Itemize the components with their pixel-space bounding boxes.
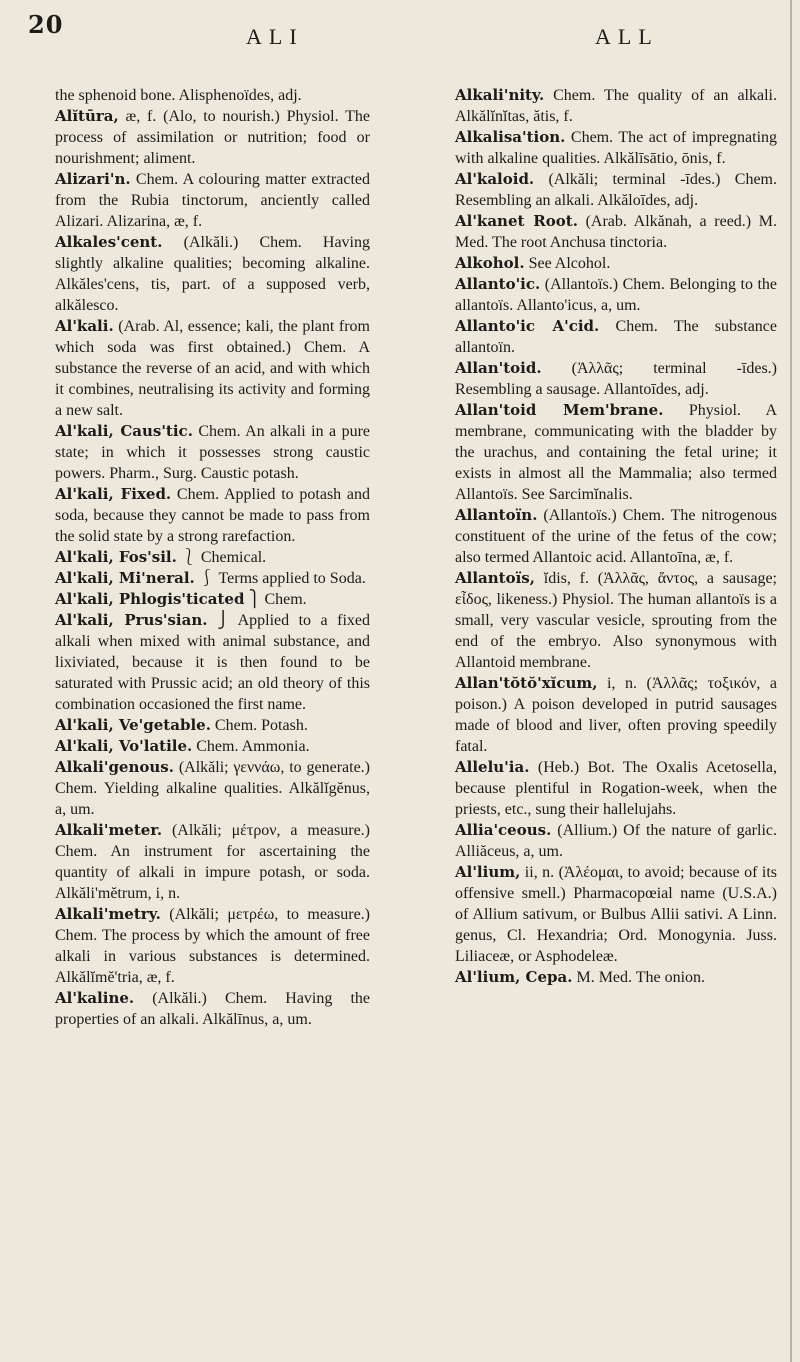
dictionary-entry xyxy=(55,610,370,715)
dictionary-entry xyxy=(55,757,370,820)
entry-headword: Allia'ceous. xyxy=(455,821,552,839)
entry-definition: Chem. A colouring matter extracted from the Rubia tinctorum, anciently called Alizari. Alizarina, æ, f. xyxy=(55,171,371,230)
entry-headword: Al'kali, Fixed. xyxy=(55,485,172,503)
entry-headword: Al'kali, Prus'sian. xyxy=(55,611,208,629)
entry-definition: (Arab. Alkănah, a reed.) M. Med. The root Anchusa tinctoria. xyxy=(455,213,777,251)
dictionary-entry xyxy=(455,85,777,127)
entry-headword: Alkali'meter. xyxy=(55,821,163,839)
entry-headword: Allanto'ic A'cid. xyxy=(455,317,600,335)
entry-headword: Alizari'n. xyxy=(55,170,131,188)
entry-headword: Al'kali, Mi'neral. xyxy=(55,569,195,587)
dictionary-entry xyxy=(55,988,370,1030)
entry-headword: Allan'tŏtŏ'xĭcum, xyxy=(455,674,598,692)
entry-definition: Chem. Potash. xyxy=(214,717,308,734)
dictionary-entry xyxy=(455,820,777,862)
entry-definition: (Alkăli; μετρέω, to measure.) Chem. The process by which the amount of free alkali in various substances is determined. Alkălĭmĕ'tria, æ, f. xyxy=(55,906,370,986)
entry-definition: ii, n. (Ἀλέομαι, to avoid; because of its offensive smell.) Pharmacopœial name (U.S.A.) of Allium sativum, or Bulbus Allii sativi. A Linn. genus, Cl. Hexandria; Ord. Monogynia. Juss. Liliaceæ, or Asphodeleæ. xyxy=(455,864,778,965)
dictionary-entry xyxy=(455,358,777,400)
running-header-left: ALI xyxy=(246,24,304,49)
entry-definition: (Alkăli.) Chem. Having the properties of an alkali. Alkălīnus, a, um. xyxy=(55,990,370,1028)
entry-headword: Allanto'ic. xyxy=(455,275,541,293)
entry-headword: Al'kaloid. xyxy=(455,170,535,188)
dictionary-entry xyxy=(455,400,777,505)
entry-headword: Al'kanet Root. xyxy=(455,212,578,230)
entry-definition: ĭdis, f. (Ἀλλᾶς, ἄντος, a sausage; εἶδος, likeness.) Physiol. The human allantoïs is a small, very vascular vesicle, sprouting from the end of the embryo. Also synonymous with Allantoid membrane. xyxy=(455,570,777,671)
entry-headword: Al'kali, Vo'latile. xyxy=(55,737,193,755)
entry-headword: Al'kali, Ve'getable. xyxy=(55,716,211,734)
entry-headword: Alkalisa'tion. xyxy=(455,128,566,146)
entry-definition: (Allium.) Of the nature of garlic. Alliăceus, a, um. xyxy=(455,822,777,860)
dictionary-entry xyxy=(55,484,370,547)
dictionary-entry xyxy=(55,169,370,232)
entry-definition: Physiol. A membrane, communicating with the bladder by the urachus, and containing the fetal urine; it exists in almost all the Mammalia; also termed Allantoïs. See Sarcimĭnalis. xyxy=(455,402,777,503)
dictionary-entry xyxy=(55,316,370,421)
page-number: 20 xyxy=(28,10,64,39)
dictionary-entry xyxy=(455,127,777,169)
entry-headword: Allantoïs, xyxy=(455,569,535,587)
dictionary-entry xyxy=(455,673,777,757)
entry-headword: Al'kaline. xyxy=(55,989,135,1007)
dictionary-entry xyxy=(455,568,777,673)
entry-headword: Al'kali, Phlogis'ticated xyxy=(55,590,245,608)
dictionary-entry xyxy=(455,169,777,211)
dictionary-entry xyxy=(455,862,777,967)
entry-definition: ⎭ Applied to a fixed alkali when mixed with animal substance, and lixiviated, because it is then found to be saturated with Prussic acid; an old theory of this combination occasioned the first name. xyxy=(55,612,370,713)
entry-definition: (Ἀλλᾶς; terminal -īdes.) Resembling a sausage. Allantoīdes, adj. xyxy=(455,360,777,398)
entry-headword: Alĭtūra, xyxy=(55,107,119,125)
entry-definition: æ, f. (Alo, to nourish.) Physiol. The process of assimilation or nutrition; food or nourishment; aliment. xyxy=(55,108,370,167)
entry-definition: Chem. Ammonia. xyxy=(196,738,310,755)
entry-definition: (Allantoïs.) Chem. The nitrogenous constituent of the urine of the fetus of the cow; also termed Allantoic acid. Allantoīna, æ, f. xyxy=(455,507,778,566)
entry-definition: Chem. The quality of an alkali. Alkălĭnĭtas, ătis, f. xyxy=(455,87,777,125)
entry-headword: Al'kali, Caus'tic. xyxy=(55,422,193,440)
page-edge xyxy=(790,0,792,1362)
dictionary-entry xyxy=(455,274,777,316)
entry-headword: Allantoïn. xyxy=(455,506,538,524)
entry-definition: (Heb.) Bot. The Oxalis Acetosella, because plentiful in Rogation-week, when the priests, etc., sung their hallelujahs. xyxy=(455,759,778,818)
right-column xyxy=(455,85,777,988)
entry-definition: the sphenoid bone. Alisphenoïdes, adj. xyxy=(55,87,302,104)
dictionary-entry xyxy=(55,547,370,568)
entry-definition: Chem. An alkali in a pure state; in which it possesses strong caustic powers. Pharm., Surg. Caustic potash. xyxy=(55,423,371,482)
entry-definition: ⎰ Terms applied to Soda. xyxy=(198,570,366,587)
dictionary-entry xyxy=(455,505,777,568)
entry-definition: Chem. The substance allantoïn. xyxy=(455,318,778,356)
entry-definition: (Alkăli; γεννάω, to generate.) Chem. Yielding alkaline qualities. Alkălĭgĕnus, a, um. xyxy=(55,759,370,818)
entry-definition: Chem. The act of impregnating with alkaline qualities. Alkălīsātio, ōnis, f. xyxy=(455,129,778,167)
entry-definition: Chem. Applied to potash and soda, because they cannot be made to pass from the solid state by a strong rarefaction. xyxy=(55,486,370,545)
dictionary-entry xyxy=(55,715,370,736)
dictionary-entry xyxy=(55,568,370,589)
entry-definition: (Allantoïs.) Chem. Belonging to the allantoïs. Allanto'icus, a, um. xyxy=(455,276,777,314)
entry-headword: Allan'toid Mem'brane. xyxy=(455,401,664,419)
entry-headword: Al'lium, xyxy=(455,863,521,881)
entry-headword: Alkali'genous. xyxy=(55,758,174,776)
running-header-right: ALL xyxy=(595,24,659,49)
entry-headword: Al'kali. xyxy=(55,317,114,335)
dictionary-entry xyxy=(55,106,370,169)
entry-headword: Al'lium, Cepa. xyxy=(455,968,573,986)
entry-definition: i, n. (Ἀλλᾶς; τοξικόν, a poison.) A poison developed in putrid sausages made of blood and liver, often proving speedily fatal. xyxy=(455,675,777,755)
dictionary-entry xyxy=(55,736,370,757)
left-column xyxy=(55,85,370,1030)
dictionary-entry xyxy=(455,967,777,988)
entry-definition: (Alkăli; terminal -īdes.) Chem. Resembling an alkali. Alkăloīdes, adj. xyxy=(455,171,777,209)
entry-definition: (Alkăli; μέτρον, a measure.) Chem. An instrument for ascertaining the quantity of alkali in impure potash, or soda. Alkăli'mĕtrum, i, n. xyxy=(55,822,370,902)
dictionary-entry xyxy=(55,820,370,904)
entry-headword: Allan'toid. xyxy=(455,359,542,377)
dictionary-entry xyxy=(455,211,777,253)
dictionary-entry xyxy=(55,904,370,988)
entry-definition: (Alkăli.) Chem. Having slightly alkaline qualities; becoming alkaline. Alkăles'cens, tis, part. of a supposed verb, alkălesco. xyxy=(55,234,370,314)
dictionary-entry xyxy=(55,589,370,610)
dictionary-entry xyxy=(455,253,777,274)
dictionary-entry xyxy=(455,757,777,820)
dictionary-entry xyxy=(55,85,370,106)
entry-headword: Alkales'cent. xyxy=(55,233,163,251)
entry-definition: ⎱ Chemical. xyxy=(180,549,267,566)
entry-definition: ⎫ Chem. xyxy=(248,591,307,608)
entry-definition: M. Med. The onion. xyxy=(576,969,706,986)
dictionary-entry xyxy=(455,316,777,358)
dictionary-entry xyxy=(55,421,370,484)
entry-headword: Alkali'nity. xyxy=(455,86,545,104)
entry-headword: Alkali'metry. xyxy=(55,905,161,923)
entry-headword: Al'kali, Fos'sil. xyxy=(55,548,177,566)
entry-definition: See Alcohol. xyxy=(528,255,611,272)
entry-definition: (Arab. Al, essence; kali, the plant from which soda was first obtained.) Chem. A substance the reverse of an acid, and with which it combines, neutralising its activity and forming a new salt. xyxy=(55,318,371,419)
entry-headword: Allelu'ia. xyxy=(455,758,530,776)
dictionary-entry xyxy=(55,232,370,316)
entry-headword: Alkohol. xyxy=(455,254,525,272)
